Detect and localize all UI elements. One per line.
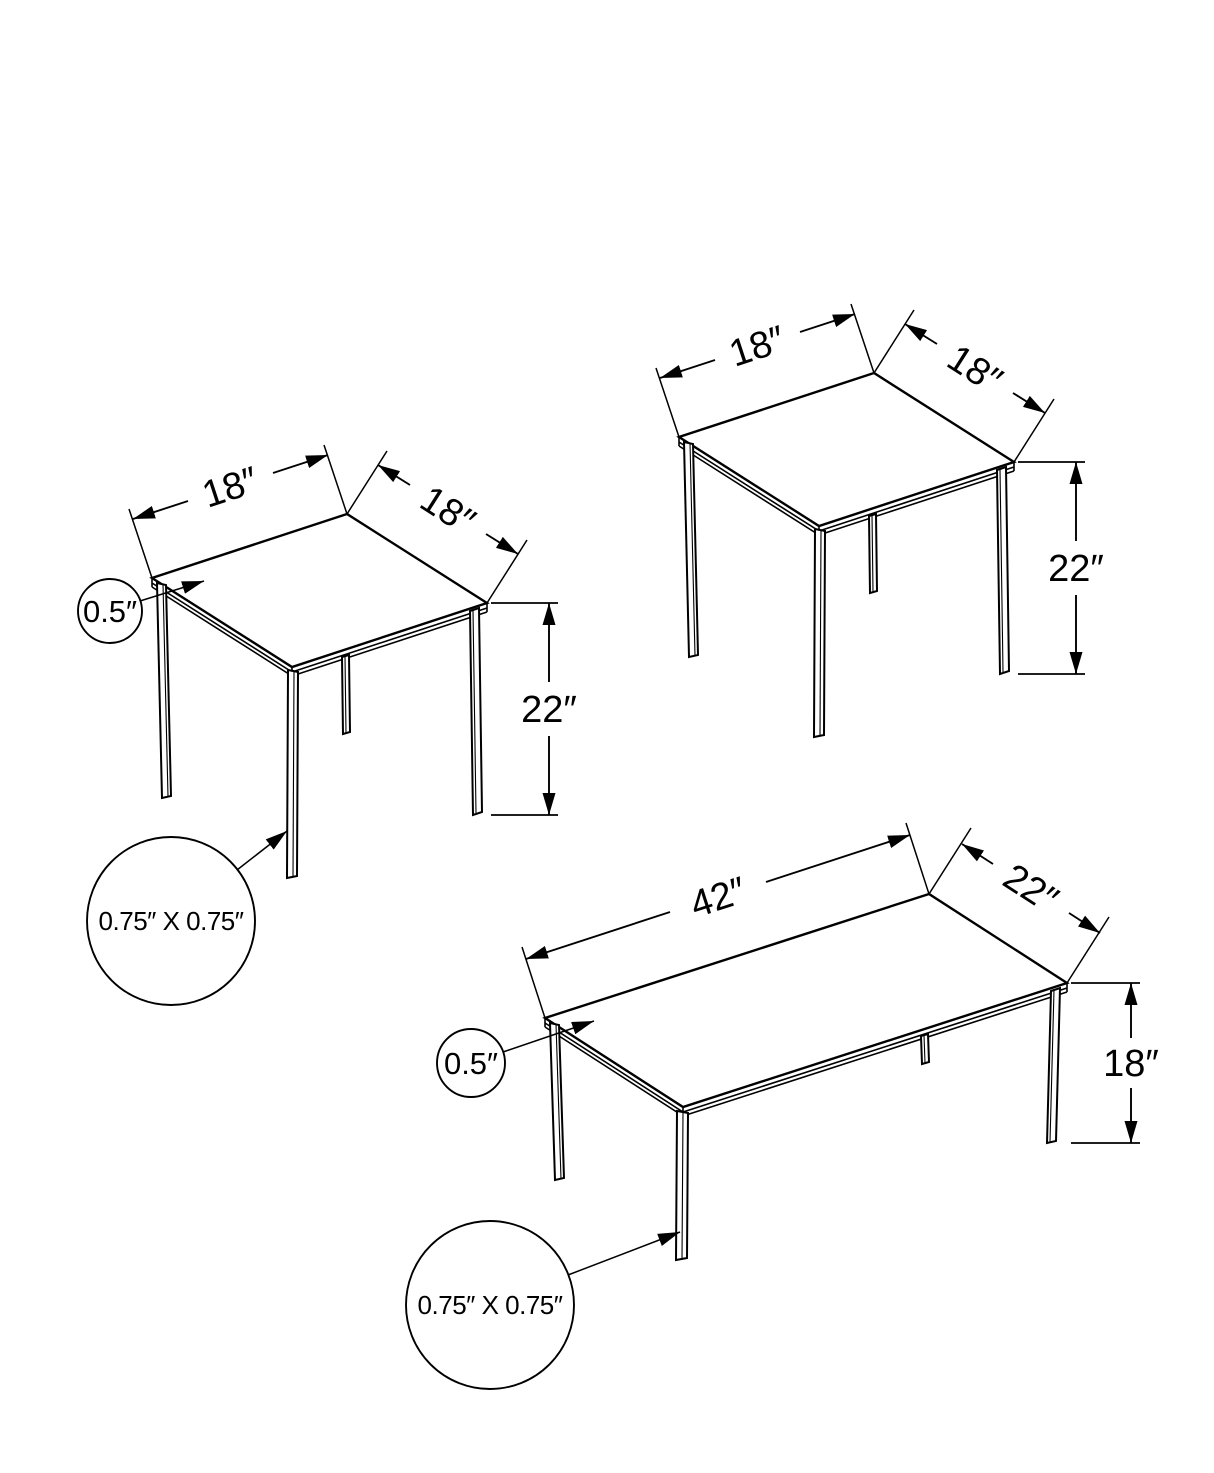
coffee-table-body (545, 894, 1067, 1260)
dimension-line (800, 314, 855, 332)
end-table-right (656, 304, 1104, 737)
table-leg (684, 442, 698, 657)
table-leg (1047, 988, 1060, 1143)
table-leg (997, 467, 1009, 674)
height-dimension-label: 18″ (1103, 1043, 1159, 1085)
dimension-line (486, 534, 518, 554)
table-leg (921, 1034, 929, 1064)
table-leg (550, 1023, 564, 1180)
leader-line (237, 831, 287, 870)
width-dimension-label: 42″ (685, 869, 752, 927)
end-table-left (78, 445, 577, 1005)
dimension-line (273, 455, 328, 473)
table-leg (157, 583, 171, 798)
dimension-line (526, 912, 670, 959)
leg-size-label: 0.75″ X 0.75″ (417, 1290, 563, 1320)
height-dimension-label: 22″ (521, 689, 577, 731)
table-leg (470, 608, 482, 815)
height-dimension-label: 22″ (1048, 548, 1104, 590)
end-table-left-height-dimension (491, 603, 577, 815)
end-table-left-body (152, 514, 487, 878)
tabletop (152, 514, 487, 667)
table-leg (676, 1111, 688, 1260)
coffee-table-height-dimension (1071, 983, 1159, 1143)
leg-size-label: 0.75″ X 0.75″ (98, 906, 244, 936)
dimension-line (905, 324, 937, 344)
table-leg (287, 670, 298, 878)
dimension-line (962, 844, 993, 864)
dimension-line (378, 465, 410, 485)
dimension-line (133, 501, 188, 519)
table-leg (814, 529, 825, 737)
coffee-table (406, 823, 1159, 1389)
coffee-table-leg-size-callout (406, 1221, 680, 1389)
end-table-right-body (679, 373, 1014, 737)
tabletop (679, 373, 1014, 526)
dimension-line (660, 360, 715, 378)
tabletop (545, 894, 1067, 1107)
table-leg (342, 655, 350, 734)
end-table-right-height-dimension (1018, 462, 1104, 674)
width-dimension-label: 18″ (724, 318, 791, 376)
depth-dimension-label: 18″ (412, 478, 483, 544)
end-table-left-leg-size-callout (87, 831, 287, 1005)
dimension-line (766, 835, 910, 882)
top-thickness-label: 0.5″ (82, 594, 138, 629)
top-thickness-label: 0.5″ (443, 1046, 499, 1081)
table-leg (869, 514, 877, 593)
depth-dimension-label: 18″ (939, 337, 1010, 403)
dimension-line (1069, 913, 1100, 933)
width-dimension-label: 18″ (197, 459, 264, 517)
depth-dimension-label: 22″ (995, 856, 1066, 922)
dimension-line (1013, 393, 1045, 413)
leader-line (568, 1232, 680, 1275)
